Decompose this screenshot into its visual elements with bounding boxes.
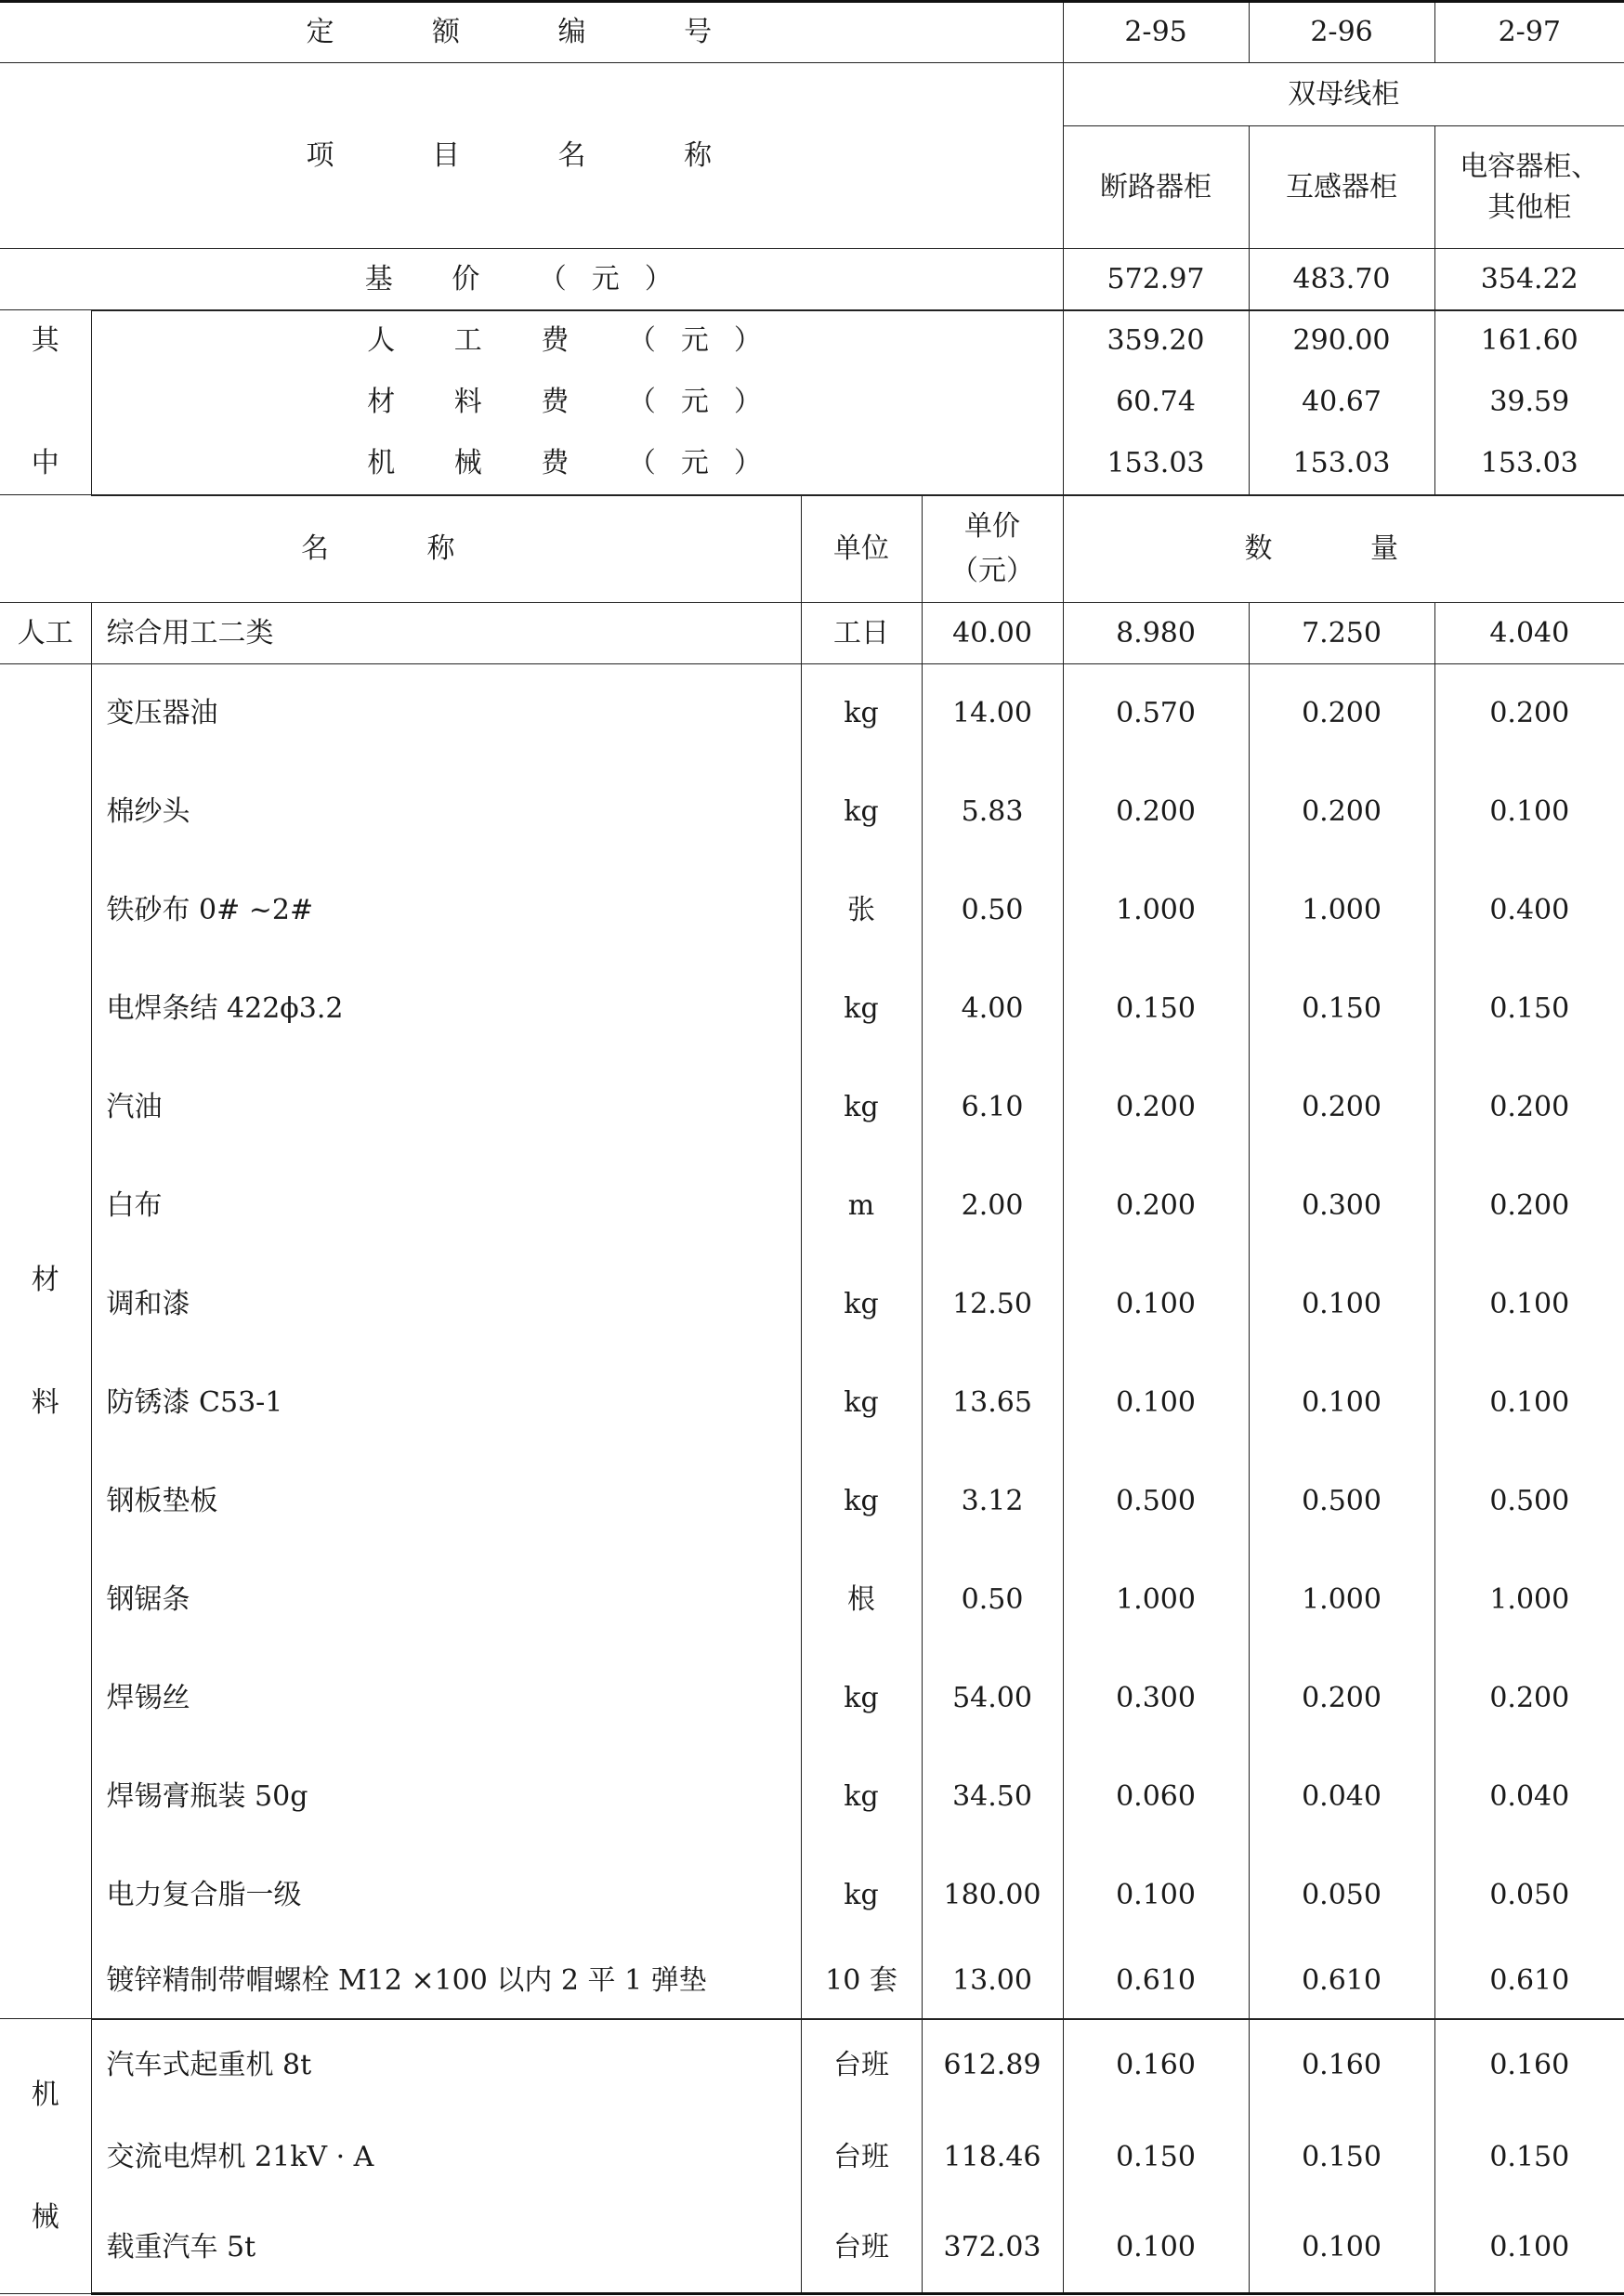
machinery-unit: 台班 [801,2203,922,2294]
materials-row [0,1157,1624,1255]
machinery-qty: 0.150 [1249,2112,1434,2203]
materials-qty: 0.200 [1249,664,1434,763]
materials-price: 13.00 [922,1945,1063,2019]
materials-category: 材 料 [0,664,91,2019]
materials-unit: kg [801,1255,922,1354]
group-label: 双母线柜 [1063,63,1624,126]
materials-row [0,1748,1624,1846]
materials-qty: 0.300 [1063,1649,1249,1748]
materials-qty: 0.500 [1249,1452,1434,1551]
materials-qty: 0.500 [1434,1452,1624,1551]
materials-qty: 0.060 [1063,1748,1249,1846]
materials-name: 焊锡丝 [91,1649,801,1748]
machinery-name: 交流电焊机 21kV · A [91,2112,801,2203]
materials-name: 铁砂布 0# ~2# [91,861,801,960]
breakdown-label: 材 料 费 （元） [91,372,1063,433]
quota-code: 2-97 [1434,2,1624,63]
materials-row [0,763,1624,861]
quota-code: 2-96 [1249,2,1434,63]
materials-qty: 0.050 [1249,1846,1434,1945]
materials-unit: kg [801,1748,922,1846]
materials-qty: 0.040 [1249,1748,1434,1846]
materials-unit: 根 [801,1551,922,1649]
labor-qty: 8.980 [1063,603,1249,664]
column-header-row [0,495,1624,603]
materials-qty: 0.040 [1434,1748,1624,1846]
materials-unit: kg [801,1846,922,1945]
materials-price: 54.00 [922,1649,1063,1748]
quota-number-label: 定 额 编 号 [0,2,1063,63]
materials-qty: 0.100 [1063,1255,1249,1354]
base-price-value: 572.97 [1063,249,1249,310]
materials-qty: 0.610 [1063,1945,1249,2019]
breakdown-value: 290.00 [1249,310,1434,372]
materials-qty: 0.100 [1434,1354,1624,1452]
cabinet-type: 断路器柜 [1063,126,1249,249]
breakdown-value: 161.60 [1434,310,1624,372]
materials-qty: 0.100 [1434,763,1624,861]
materials-name: 焊锡膏瓶装 50g [91,1748,801,1846]
materials-qty: 1.000 [1249,1551,1434,1649]
breakdown-value: 359.20 [1063,310,1249,372]
materials-price: 4.00 [922,960,1063,1058]
materials-row [0,1649,1624,1748]
materials-qty: 0.200 [1063,763,1249,861]
materials-price: 34.50 [922,1748,1063,1846]
materials-price: 2.00 [922,1157,1063,1255]
machinery-name: 汽车式起重机 8t [91,2019,801,2112]
materials-qty: 1.000 [1063,861,1249,960]
materials-qty: 0.570 [1063,664,1249,763]
materials-qty: 0.200 [1063,1058,1249,1157]
materials-qty: 0.200 [1249,1058,1434,1157]
materials-name: 电力复合脂一级 [91,1846,801,1945]
machinery-unit: 台班 [801,2019,922,2112]
materials-price: 3.12 [922,1452,1063,1551]
quota-number-row [0,2,1624,63]
materials-row [0,1551,1624,1649]
materials-name: 防锈漆 C53-1 [91,1354,801,1452]
labor-name: 综合用工二类 [91,603,801,664]
materials-name: 棉纱头 [91,763,801,861]
materials-name: 变压器油 [91,664,801,763]
materials-qty: 0.300 [1249,1157,1434,1255]
materials-price: 0.50 [922,861,1063,960]
materials-qty: 0.050 [1434,1846,1624,1945]
materials-qty: 0.100 [1434,1255,1624,1354]
column-header-name: 名 称 [0,495,801,603]
column-header-unit: 单位 [801,495,922,603]
materials-row [0,1058,1624,1157]
breakdown-label: 机 械 费 （元） [91,433,1063,494]
breakdown-value: 153.03 [1063,433,1249,494]
materials-price: 13.65 [922,1354,1063,1452]
materials-name: 钢锯条 [91,1551,801,1649]
breakdown-row [0,433,1624,494]
labor-category: 人工 [0,603,91,664]
materials-unit: kg [801,1452,922,1551]
materials-qty: 0.200 [1434,664,1624,763]
materials-price: 180.00 [922,1846,1063,1945]
materials-qty: 0.100 [1249,1354,1434,1452]
materials-qty: 0.150 [1249,960,1434,1058]
base-price-value: 483.70 [1249,249,1434,310]
breakdown-category: 其 中 [0,310,91,495]
materials-name: 镀锌精制带帽螺栓 M12 ×100 以内 2 平 1 弹垫 [91,1945,801,2019]
machinery-price: 118.46 [922,2112,1063,2203]
machinery-qty: 0.150 [1063,2112,1249,2203]
materials-row [0,960,1624,1058]
materials-row [0,1846,1624,1945]
materials-qty: 0.150 [1434,960,1624,1058]
materials-unit: kg [801,664,922,763]
base-price-value: 354.22 [1434,249,1624,310]
materials-qty: 0.610 [1434,1945,1624,2019]
materials-qty: 0.400 [1434,861,1624,960]
machinery-price: 372.03 [922,2203,1063,2294]
materials-price: 14.00 [922,664,1063,763]
machinery-category: 机 械 [0,2019,91,2294]
machinery-qty: 0.100 [1063,2203,1249,2294]
materials-qty: 1.000 [1249,861,1434,960]
materials-unit: 张 [801,861,922,960]
base-price-row [0,249,1624,310]
materials-qty: 0.500 [1063,1452,1249,1551]
materials-unit: m [801,1157,922,1255]
materials-price: 0.50 [922,1551,1063,1649]
materials-row [0,1452,1624,1551]
machinery-qty: 0.100 [1434,2203,1624,2294]
materials-qty: 0.200 [1434,1649,1624,1748]
breakdown-value: 153.03 [1434,433,1624,494]
materials-qty: 0.200 [1249,763,1434,861]
materials-row [0,861,1624,960]
cabinet-type: 互感器柜 [1249,126,1434,249]
materials-price: 5.83 [922,763,1063,861]
machinery-row [0,2019,1624,2112]
materials-row [0,1255,1624,1354]
materials-row [0,664,1624,763]
materials-price: 6.10 [922,1058,1063,1157]
breakdown-value: 60.74 [1063,372,1249,433]
labor-row [0,603,1624,664]
materials-unit: kg [801,1649,922,1748]
machinery-qty: 0.150 [1434,2112,1624,2203]
machinery-name: 载重汽车 5t [91,2203,801,2294]
materials-unit: 10 套 [801,1945,922,2019]
materials-qty: 0.610 [1249,1945,1434,2019]
materials-qty: 0.100 [1063,1354,1249,1452]
breakdown-value: 153.03 [1249,433,1434,494]
materials-name: 白布 [91,1157,801,1255]
materials-price: 12.50 [922,1255,1063,1354]
labor-qty: 4.040 [1434,603,1624,664]
item-name-row [0,63,1624,126]
machinery-qty: 0.160 [1249,2019,1434,2112]
machinery-row [0,2203,1624,2294]
cabinet-type: 电容器柜、 其他柜 [1434,126,1624,249]
materials-qty: 0.200 [1434,1058,1624,1157]
materials-qty: 0.150 [1063,960,1249,1058]
labor-unit: 工日 [801,603,922,664]
base-price-label: 基 价 （元） [0,249,1063,310]
machinery-unit: 台班 [801,2112,922,2203]
materials-row [0,1945,1624,2019]
materials-unit: kg [801,960,922,1058]
breakdown-row [0,310,1624,372]
materials-qty: 1.000 [1434,1551,1624,1649]
materials-unit: kg [801,1058,922,1157]
materials-qty: 0.100 [1249,1255,1434,1354]
labor-price: 40.00 [922,603,1063,664]
materials-row [0,1354,1624,1452]
machinery-qty: 0.100 [1249,2203,1434,2294]
quota-code: 2-95 [1063,2,1249,63]
machinery-price: 612.89 [922,2019,1063,2112]
materials-qty: 1.000 [1063,1551,1249,1649]
materials-name: 电焊条结 422ϕ3.2 [91,960,801,1058]
materials-qty: 0.200 [1249,1649,1434,1748]
materials-name: 钢板垫板 [91,1452,801,1551]
column-header-qty: 数 量 [1063,495,1624,603]
breakdown-value: 40.67 [1249,372,1434,433]
materials-qty: 0.200 [1434,1157,1624,1255]
materials-name: 汽油 [91,1058,801,1157]
item-name-label: 项 目 名 称 [0,63,1063,249]
machinery-row [0,2112,1624,2203]
materials-unit: kg [801,1354,922,1452]
breakdown-label: 人 工 费 （元） [91,310,1063,372]
machinery-qty: 0.160 [1063,2019,1249,2112]
breakdown-value: 39.59 [1434,372,1624,433]
breakdown-row [0,372,1624,433]
materials-qty: 0.100 [1063,1846,1249,1945]
machinery-qty: 0.160 [1434,2019,1624,2112]
labor-qty: 7.250 [1249,603,1434,664]
materials-qty: 0.200 [1063,1157,1249,1255]
materials-name: 调和漆 [91,1255,801,1354]
materials-unit: kg [801,763,922,861]
column-header-price: 单价 （元） [922,495,1063,603]
